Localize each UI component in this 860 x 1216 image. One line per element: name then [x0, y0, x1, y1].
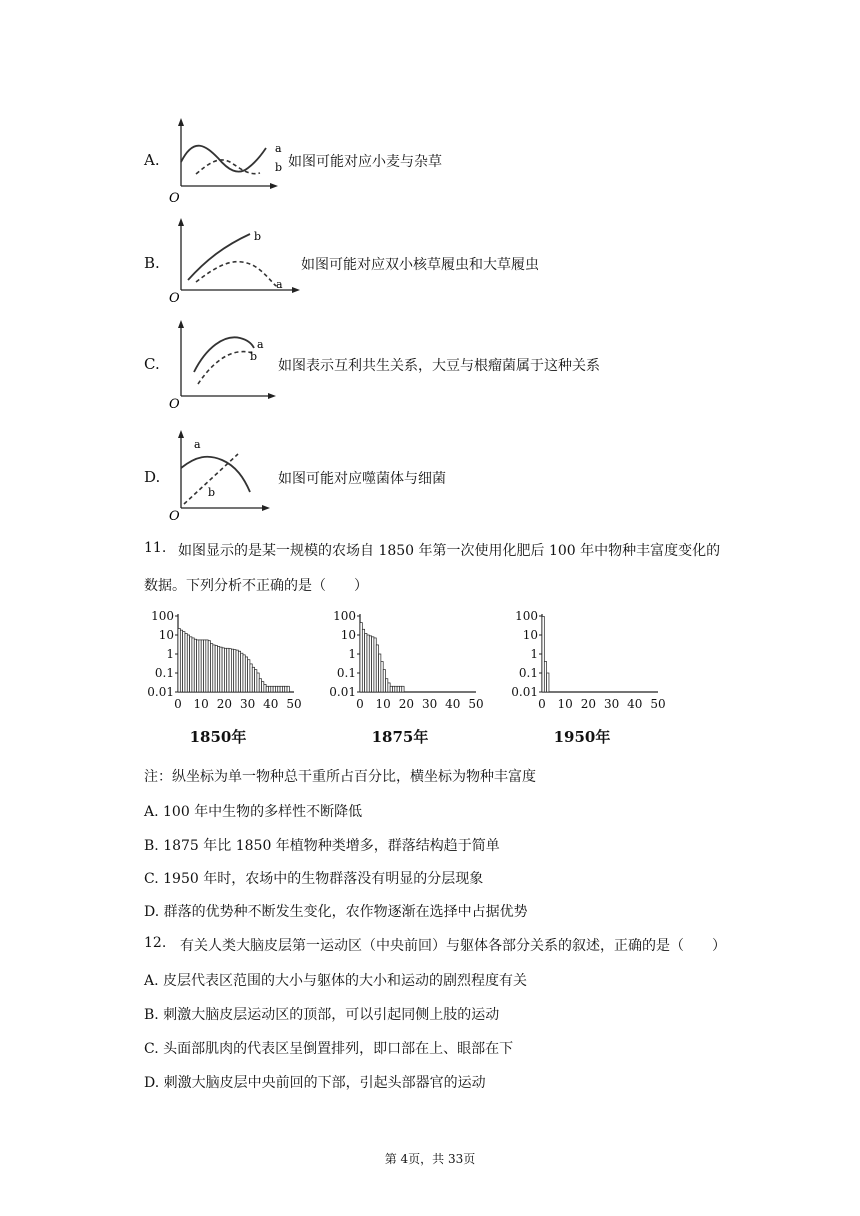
chart-bar	[287, 686, 289, 692]
y-tick-label: 0.01	[329, 685, 356, 699]
option-b-text: 如图可能对应双小核草履虫和大草履虫	[301, 257, 539, 273]
y-tick-label: 10	[522, 628, 538, 642]
q12-option-a	[144, 970, 527, 990]
option-a-label: A.	[144, 151, 160, 169]
q11-option-c-label: C.	[144, 871, 159, 887]
q11-option-d-label: D.	[144, 904, 160, 920]
y-tick-label: 0.01	[511, 685, 538, 699]
origin-label: O	[169, 291, 180, 306]
y-tick-label: 0.1	[154, 666, 174, 680]
q12-option-d	[144, 1072, 486, 1092]
chart-1950	[500, 604, 670, 754]
q12-option-a-text: 皮层代表区范围的大小与躯体的大小和运动的剧烈程度有关	[163, 973, 528, 989]
x-tick-label: 20	[580, 697, 597, 711]
q11-stem-line1: 如图显示的是某一规模的农场自 1850 年第一次使用化肥后 100 年中物种丰富度变化的	[178, 543, 721, 559]
q11-option-a	[144, 801, 362, 821]
curve-a-label: a	[276, 278, 283, 291]
y-tick-label: 1	[166, 647, 174, 661]
graph-a	[166, 118, 286, 206]
curve-b-label: b	[275, 161, 283, 174]
q12-number: 12.	[144, 935, 167, 951]
x-tick-label: 30	[421, 697, 438, 711]
option-c-text: 如图表示互利共生关系，大豆与根瘤菌属于这种关系	[278, 358, 600, 374]
curve-b-label: b	[250, 350, 258, 363]
origin-label: O	[169, 191, 180, 206]
q11-option-b	[144, 835, 500, 855]
q12-option-c-label: C.	[144, 1041, 159, 1057]
chart-1875	[318, 604, 488, 754]
q11-option-b-label: B.	[144, 838, 159, 854]
graph-b	[166, 218, 306, 306]
y-tick-label: 100	[151, 609, 174, 623]
q11-option-d	[144, 901, 528, 921]
y-tick-label: 0.1	[518, 666, 538, 680]
q11-option-a-text: 100 年中生物的多样性不断降低	[163, 804, 363, 820]
x-tick-label: 40	[263, 697, 279, 711]
page-footer: 第 4页，共 33页	[384, 1152, 476, 1166]
x-tick-label: 50	[650, 697, 666, 711]
curve-b-label: b	[254, 230, 262, 243]
x-tick-label: 0	[174, 697, 182, 711]
option-b-label: B.	[144, 254, 160, 272]
chart-title: 1850年	[189, 728, 247, 746]
q11-option-c	[144, 868, 483, 888]
q12-option-d-label: D.	[144, 1075, 160, 1091]
graph-c	[166, 320, 286, 412]
y-tick-label: 10	[340, 628, 356, 642]
y-tick-label: 10	[158, 628, 174, 642]
q11-option-d-text: 群落的优势种不断发生变化，农作物逐渐在选择中占据优势	[163, 904, 528, 920]
graph-d	[166, 430, 282, 522]
x-tick-label: 20	[216, 697, 233, 711]
q11-option-b-text: 1875 年比 1850 年植物种类增多，群落结构趋于简单	[163, 838, 500, 854]
x-tick-label: 40	[627, 697, 643, 711]
option-a-text: 如图可能对应小麦与杂草	[288, 154, 442, 170]
x-tick-label: 0	[538, 697, 546, 711]
curve-a-label: a	[194, 438, 201, 451]
x-tick-label: 50	[286, 697, 302, 711]
curve-a-label: a	[257, 338, 264, 351]
y-tick-label: 1	[530, 647, 538, 661]
x-tick-label: 10	[557, 697, 573, 711]
chart-1850	[136, 604, 306, 754]
y-tick-label: 1	[348, 647, 356, 661]
q12-option-b	[144, 1004, 499, 1024]
option-d-text: 如图可能对应噬菌体与细菌	[278, 471, 446, 487]
x-tick-label: 30	[239, 697, 256, 711]
option-c-label: C.	[144, 355, 160, 373]
q12-option-a-label: A.	[144, 973, 159, 989]
q11-number: 11.	[144, 540, 167, 556]
origin-label: O	[169, 509, 180, 522]
q11-option-a-label: A.	[144, 804, 159, 820]
x-tick-label: 10	[193, 697, 209, 711]
q11-stem-line2: 数据。下列分析不正确的是（ ）	[144, 578, 368, 594]
y-tick-label: 0.01	[147, 685, 174, 699]
x-tick-label: 40	[445, 697, 461, 711]
q12-option-c	[144, 1038, 513, 1058]
option-d-label: D.	[144, 468, 161, 486]
x-tick-label: 0	[356, 697, 364, 711]
x-tick-label: 20	[398, 697, 415, 711]
chart-title: 1950年	[553, 728, 611, 746]
y-tick-label: 100	[515, 609, 538, 623]
chart-bar	[547, 673, 549, 692]
chart-title: 1875年	[371, 728, 429, 746]
origin-label: O	[169, 397, 180, 412]
curve-a-label: a	[275, 142, 282, 155]
q12-option-b-text: 刺激大脑皮层运动区的顶部，可以引起同侧上肢的运动	[163, 1007, 500, 1023]
curve-b-label: b	[208, 486, 216, 499]
q11-option-c-text: 1950 年时，农场中的生物群落没有明显的分层现象	[163, 871, 484, 887]
x-tick-label: 10	[375, 697, 391, 711]
x-tick-label: 50	[468, 697, 484, 711]
y-tick-label: 100	[333, 609, 356, 623]
y-tick-label: 0.1	[336, 666, 356, 680]
q11-note: 注：纵坐标为单一物种总干重所占百分比，横坐标为物种丰富度	[144, 769, 536, 785]
q12-option-b-label: B.	[144, 1007, 159, 1023]
chart-bar	[402, 686, 404, 692]
x-tick-label: 30	[603, 697, 620, 711]
q12-option-c-text: 头面部肌肉的代表区呈倒置排列，即口部在上、眼部在下	[163, 1041, 514, 1057]
q12-stem: 有关人类大脑皮层第一运动区（中央前回）与躯体各部分关系的叙述，正确的是（ ）	[180, 938, 726, 954]
q12-option-d-text: 刺激大脑皮层中央前回的下部，引起头部器官的运动	[163, 1075, 486, 1091]
